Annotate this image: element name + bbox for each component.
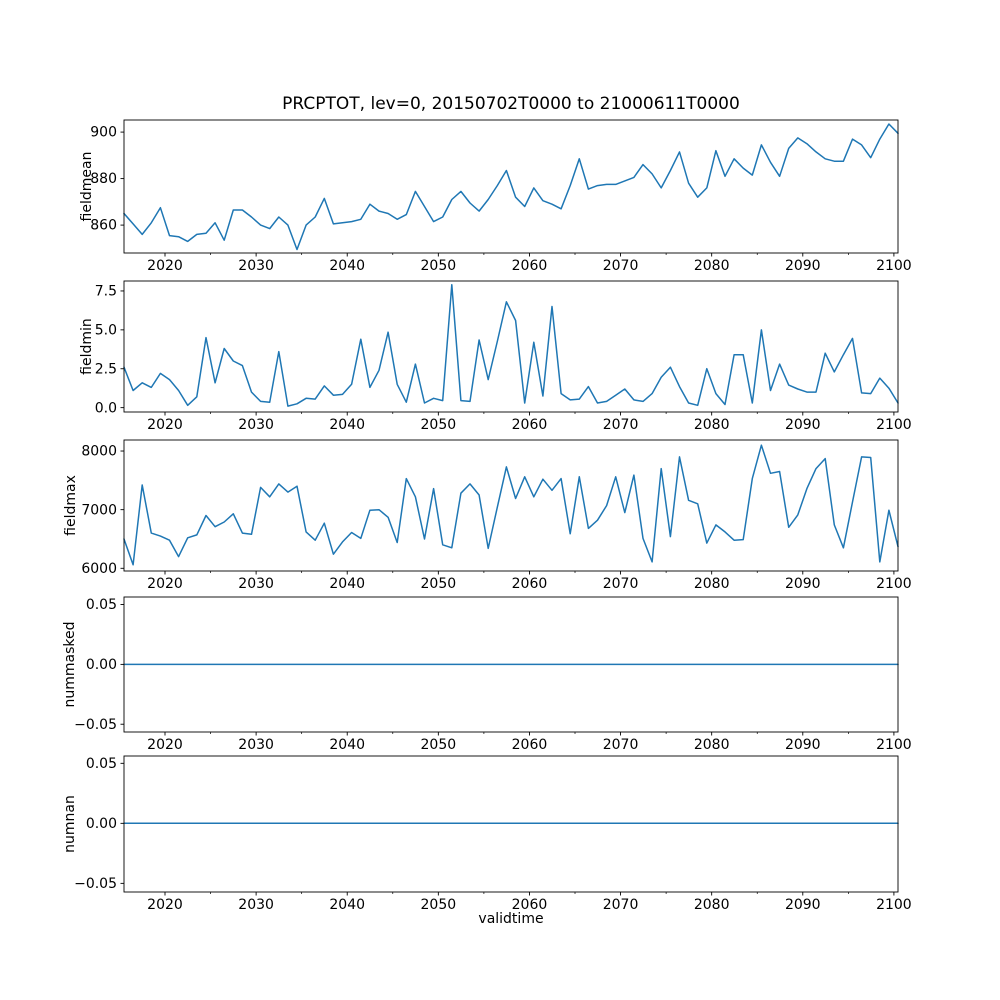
line-series-fieldmax	[124, 445, 898, 565]
y-tick-label-numnan: −0.05	[74, 875, 117, 892]
subplot-numnan	[62, 756, 912, 913]
x-tick-label: 2090	[784, 897, 821, 913]
y-tick-label-fieldmax: 6000	[81, 560, 117, 577]
x-tick-label: 2050	[420, 737, 457, 753]
x-tick-label: 2070	[602, 417, 639, 433]
y-tick-label-fieldmax: 8000	[81, 443, 117, 460]
x-tick-label: 2030	[238, 737, 274, 753]
x-tick-label: 2090	[784, 576, 821, 592]
x-tick-label: 2040	[329, 417, 366, 433]
y-tick-label-nummasked: −0.05	[74, 716, 117, 733]
axes-frame-fieldmean	[124, 120, 898, 253]
y-tick-label-fieldmax: 7000	[81, 502, 117, 519]
y-tick-label-fieldmin: 7.5	[94, 283, 117, 300]
x-tick-label: 2040	[329, 576, 366, 592]
line-series-fieldmean	[124, 124, 898, 250]
x-tick-label: 2020	[147, 417, 183, 433]
subplot-fieldmean	[79, 120, 912, 274]
axes-frame-fieldmax	[124, 440, 898, 571]
x-tick-label: 2080	[693, 897, 730, 913]
x-tick-label: 2080	[693, 576, 730, 592]
y-tick-label-fieldmean: 880	[90, 171, 117, 188]
x-tick-label: 2090	[784, 737, 821, 753]
y-axis-label-nummasked: nummasked	[62, 621, 78, 708]
x-tick-label: 2020	[147, 258, 183, 274]
y-axis-label-fieldmin: fieldmin	[79, 318, 95, 375]
x-tick-label: 2040	[329, 258, 366, 274]
x-tick-label: 2030	[238, 258, 274, 274]
x-tick-label: 2090	[784, 258, 821, 274]
x-tick-label: 2100	[876, 897, 912, 913]
x-tick-label: 2080	[693, 258, 730, 274]
x-tick-label: 2100	[876, 737, 912, 753]
y-tick-label-fieldmean: 860	[90, 217, 117, 234]
axes-frame-fieldmin	[124, 281, 898, 412]
x-tick-label: 2050	[420, 417, 457, 433]
x-axis-title: validtime	[478, 911, 544, 927]
x-tick-label: 2070	[602, 737, 639, 753]
y-axis-label-fieldmean: fieldmean	[79, 151, 95, 222]
x-tick-label: 2070	[602, 576, 639, 592]
x-tick-label: 2060	[511, 417, 548, 433]
y-tick-label-numnan: 0.00	[85, 815, 117, 832]
x-tick-label: 2080	[693, 737, 730, 753]
x-tick-label: 2060	[511, 258, 548, 274]
y-tick-label-nummasked: 0.05	[85, 597, 117, 614]
y-tick-label-fieldmin: 5.0	[94, 322, 117, 339]
y-tick-label-nummasked: 0.00	[85, 657, 117, 674]
subplot-fieldmax	[63, 440, 912, 592]
x-tick-label: 2040	[329, 897, 366, 913]
x-tick-label: 2050	[420, 897, 457, 913]
x-tick-label: 2030	[238, 417, 274, 433]
y-axis-label-fieldmax: fieldmax	[63, 475, 79, 536]
x-tick-label: 2030	[238, 576, 274, 592]
x-tick-label: 2020	[147, 576, 183, 592]
x-tick-label: 2060	[511, 576, 548, 592]
x-tick-label: 2050	[420, 576, 457, 592]
x-tick-label: 2020	[147, 737, 183, 753]
y-axis-label-numnan: numnan	[62, 795, 78, 853]
x-tick-label: 2080	[693, 417, 730, 433]
x-tick-label: 2020	[147, 897, 183, 913]
x-tick-label: 2070	[602, 897, 639, 913]
x-tick-label: 2030	[238, 897, 274, 913]
subplot-nummasked	[62, 597, 912, 753]
x-tick-label: 2040	[329, 737, 366, 753]
y-tick-label-fieldmin: 2.5	[94, 361, 117, 378]
x-tick-label: 2070	[602, 258, 639, 274]
y-tick-label-fieldmean: 900	[90, 124, 117, 141]
y-tick-label-numnan: 0.05	[85, 755, 117, 772]
chart-title: PRCPTOT, lev=0, 20150702T0000 to 21000611T0000	[282, 94, 740, 114]
x-tick-label: 2100	[876, 258, 912, 274]
x-tick-label: 2050	[420, 258, 457, 274]
x-tick-label: 2100	[876, 576, 912, 592]
y-tick-label-fieldmin: 0.0	[94, 400, 117, 417]
subplot-fieldmin	[79, 281, 912, 433]
x-tick-label: 2060	[511, 737, 548, 753]
x-tick-label: 2060	[511, 897, 548, 913]
x-tick-label: 2100	[876, 417, 912, 433]
x-tick-label: 2090	[784, 417, 821, 433]
line-series-fieldmin	[124, 285, 898, 406]
